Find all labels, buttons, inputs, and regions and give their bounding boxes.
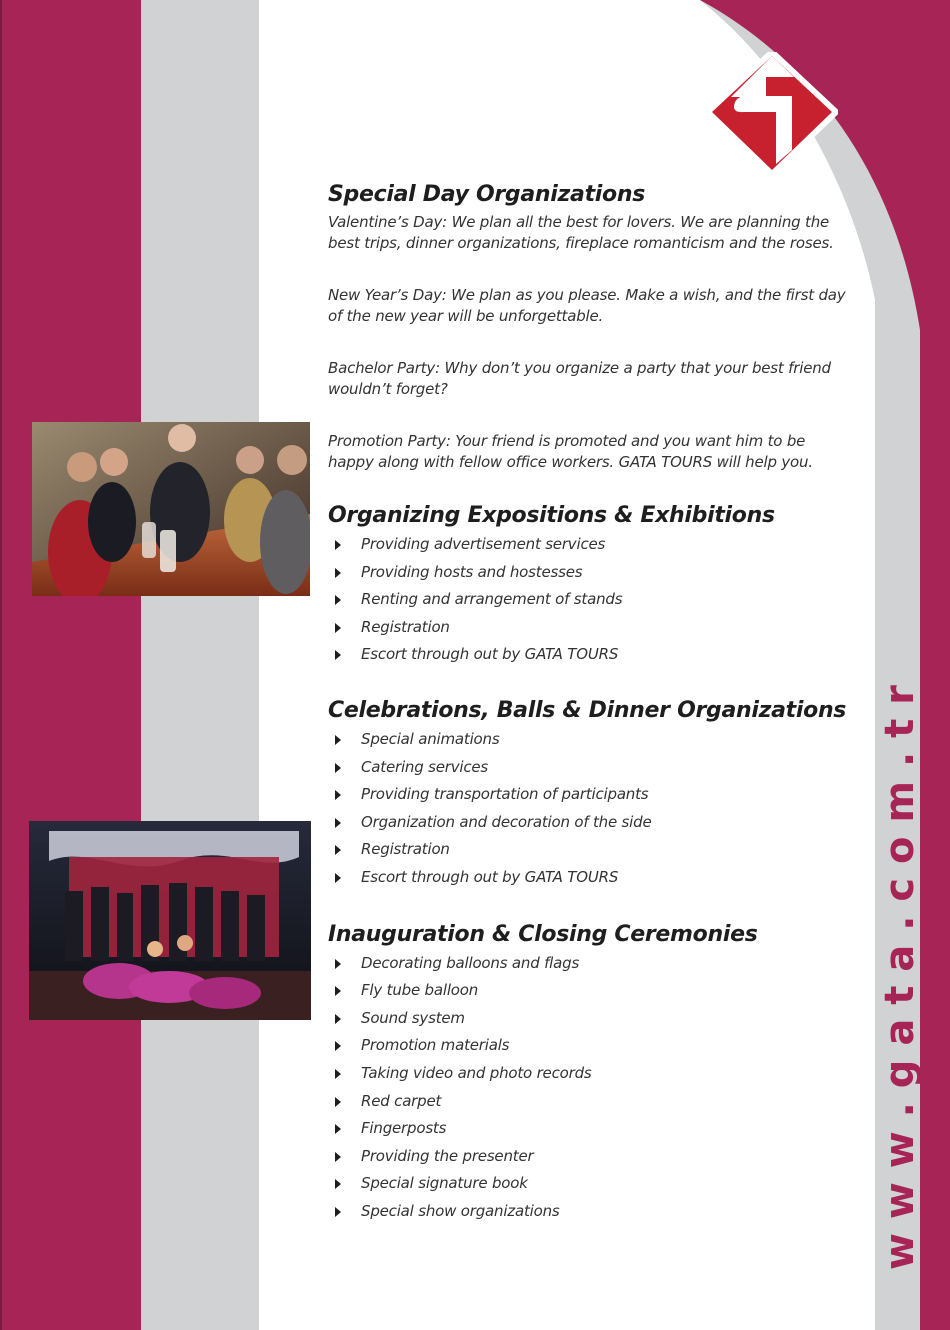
valentines-paragraph: Valentine’s Day: We plan all the best for lovers. We are planning the best trips, dinner organizations, fireplace romanticism and the roses. (328, 213, 834, 252)
bullet-arrow-icon (335, 540, 341, 550)
list-item: Special show organizations (328, 1198, 848, 1226)
expositions-list (328, 531, 848, 669)
list-item: Providing hosts and hostesses (328, 559, 848, 587)
bullet-arrow-icon (335, 959, 341, 969)
celebrations-title: Celebrations, Balls & Dinner Organizations (328, 697, 847, 723)
list-item: Fly tube balloon (328, 977, 848, 1005)
list-item: Registration (328, 614, 848, 642)
list-item: Special animations (328, 726, 848, 754)
list-item: Providing advertisement services (328, 531, 848, 559)
bullet-arrow-icon (335, 1041, 341, 1051)
bullet-arrow-icon (335, 735, 341, 745)
celebrations-list (328, 726, 848, 892)
bullet-arrow-icon (335, 1014, 341, 1024)
list-item: Providing the presenter (328, 1143, 848, 1171)
bullet-arrow-icon (335, 790, 341, 800)
left-red-band (0, 0, 141, 1330)
bullet-arrow-icon (335, 818, 341, 828)
list-item: Decorating balloons and flags (328, 950, 848, 978)
new-year-paragraph: New Year’s Day: We plan as you please. Make a wish, and the first day of the new year will be unforgettable. (328, 286, 846, 325)
list-item: Promotion materials (328, 1032, 848, 1060)
bullet-arrow-icon (335, 1179, 341, 1189)
list-item: Registration (328, 836, 848, 864)
special-day-title: Special Day Organizations (328, 182, 646, 207)
bullet-arrow-icon (335, 1124, 341, 1134)
expositions-title: Organizing Expositions & Exhibitions (328, 503, 775, 528)
left-gray-band (141, 0, 259, 1330)
bullet-arrow-icon (335, 1152, 341, 1162)
bullet-arrow-icon (335, 763, 341, 773)
bachelor-party-paragraph: Bachelor Party: Why don’t you organize a party that your best friend wouldn’t forget? (328, 359, 831, 398)
bullet-arrow-icon (335, 986, 341, 996)
list-item: Organization and decoration of the side (328, 809, 848, 837)
stage-show-photo (29, 821, 311, 1020)
website-url-vertical: w w w . g a t a . c o m . t r (877, 685, 923, 1270)
list-item: Red carpet (328, 1088, 848, 1116)
bullet-arrow-icon (335, 623, 341, 633)
list-item: Renting and arrangement of stands (328, 586, 848, 614)
list-item: Escort through out by GATA TOURS (328, 864, 848, 892)
bullet-arrow-icon (335, 568, 341, 578)
list-item: Sound system (328, 1005, 848, 1033)
ceremonies-title: Inauguration & Closing Ceremonies (328, 921, 758, 947)
bullet-arrow-icon (335, 1097, 341, 1107)
gata-tours-logo (706, 52, 838, 174)
bullet-arrow-icon (335, 595, 341, 605)
left-band-edge (0, 0, 2, 1330)
business-meeting-photo (32, 422, 310, 596)
bullet-arrow-icon (335, 873, 341, 883)
bullet-arrow-icon (335, 1069, 341, 1079)
bullet-arrow-icon (335, 845, 341, 855)
list-item: Special signature book (328, 1170, 848, 1198)
list-item: Catering services (328, 754, 848, 782)
list-item: Taking video and photo records (328, 1060, 848, 1088)
list-item: Escort through out by GATA TOURS (328, 641, 848, 669)
main-content (328, 180, 848, 1225)
ceremonies-list (328, 950, 848, 1226)
list-item: Fingerposts (328, 1115, 848, 1143)
bullet-arrow-icon (335, 650, 341, 660)
promotion-party-paragraph: Promotion Party: Your friend is promoted and you want him to be happy along with fellow office workers. GATA TOURS will help you. (328, 432, 813, 471)
list-item: Providing transportation of participants (328, 781, 848, 809)
bullet-arrow-icon (335, 1207, 341, 1217)
special-day-paragraphs (328, 212, 848, 473)
